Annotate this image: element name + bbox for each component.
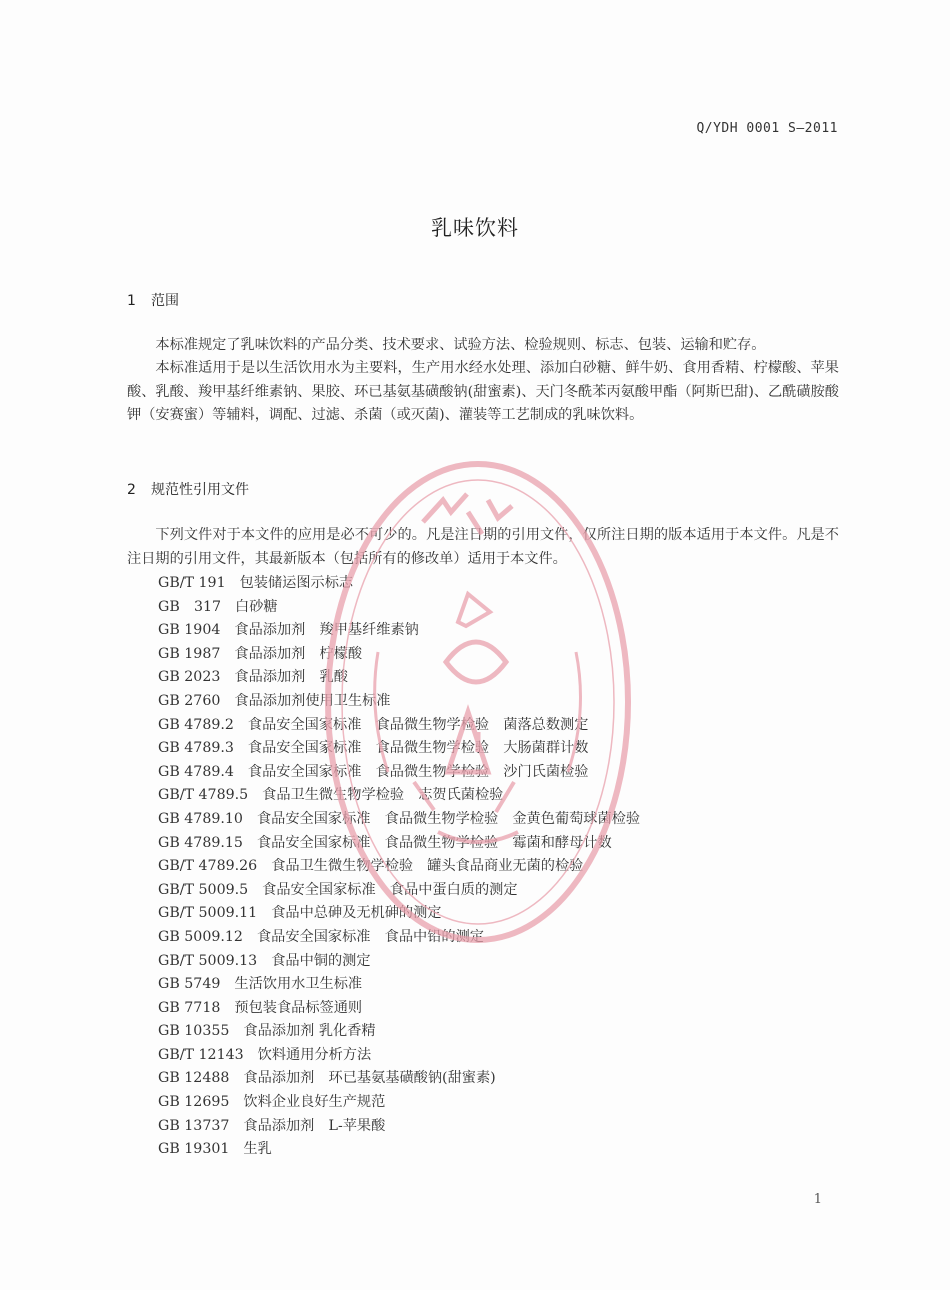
reference-code: GB 19301 xyxy=(158,1141,230,1158)
reference-title: 食品安全国家标准 食品中蛋白质的测定 xyxy=(262,881,518,898)
reference-code: GB 10355 xyxy=(158,1023,230,1040)
reference-code: GB 317 xyxy=(158,598,222,615)
reference-title: 食品中铜的测定 xyxy=(271,952,371,969)
reference-title: 食品添加剂 羧甲基纤维素钠 xyxy=(234,622,419,639)
reference-code: GB 4789.3 xyxy=(158,740,234,757)
section-2-number: 2 xyxy=(127,482,136,498)
reference-title: 食品安全国家标准 食品微生物学检验 金黄色葡萄球菌检验 xyxy=(256,810,641,827)
reference-item xyxy=(158,1067,640,1091)
reference-item xyxy=(158,761,640,785)
section-1-title: 范围 xyxy=(151,293,179,309)
section-2-heading xyxy=(127,479,249,499)
page-title: 乳味饮料 xyxy=(431,216,519,240)
reference-item xyxy=(158,926,640,950)
reference-item xyxy=(158,808,640,832)
reference-item xyxy=(158,950,640,974)
reference-item xyxy=(158,714,640,738)
reference-code: GB 4789.2 xyxy=(158,716,234,733)
reference-item xyxy=(158,973,640,997)
reference-title: 食品卫生微生物学检验 志贺氏菌检验 xyxy=(262,787,504,804)
reference-code: GB/T 4789.5 xyxy=(158,787,249,804)
reference-code: GB 5749 xyxy=(158,976,221,993)
reference-code: GB 4789.4 xyxy=(158,763,234,780)
reference-item xyxy=(158,832,640,856)
reference-title: 食品安全国家标准 食品微生物学检验 大肠菌群计数 xyxy=(247,740,589,757)
section-1-paragraph-1: 本标准规定了乳味饮料的产品分类、技术要求、试验方法、检验规则、标志、包装、运输和贮存。 xyxy=(155,337,766,353)
reference-code: GB 12488 xyxy=(158,1070,230,1087)
reference-title: 食品添加剂 乳酸 xyxy=(234,669,348,686)
reference-title: 食品添加剂使用卫生标准 xyxy=(234,692,391,709)
reference-code: GB/T 191 xyxy=(158,575,226,591)
reference-title: 食品卫生微生物学检验 罐头食品商业无菌的检验 xyxy=(271,858,584,875)
section-2-intro: 下列文件对于本文件的应用是必不可少的。凡是注日期的引用文件，仅所注日期的版本适用于本文件。凡是不注日期的引用文件，其最新版本（包括所有的修改单）适用于本文件。 xyxy=(127,527,839,567)
reference-item xyxy=(158,784,640,808)
reference-code: GB 1987 xyxy=(158,645,221,662)
reference-item xyxy=(158,1091,640,1115)
section-2-title: 规范性引用文件 xyxy=(151,482,249,498)
reference-item xyxy=(158,1044,640,1068)
reference-code: GB 7718 xyxy=(158,999,221,1016)
reference-code: GB/T 5009.5 xyxy=(158,881,249,898)
reference-item xyxy=(158,997,640,1021)
reference-item xyxy=(158,643,640,667)
reference-title: 食品添加剂 乳化香精 xyxy=(243,1023,376,1040)
reference-code: GB/T 5009.13 xyxy=(158,952,258,969)
reference-item xyxy=(158,619,640,643)
reference-item xyxy=(158,690,640,714)
reference-title: 食品添加剂 L-苹果酸 xyxy=(243,1117,386,1134)
page-number: 1 xyxy=(813,1192,822,1207)
reference-code: GB 4789.15 xyxy=(158,834,243,851)
reference-item xyxy=(158,1115,640,1139)
reference-item xyxy=(158,879,640,903)
reference-title: 食品添加剂 柠檬酸 xyxy=(234,645,363,662)
reference-title: 食品安全国家标准 食品微生物学检验 霉菌和酵母计数 xyxy=(256,834,612,851)
reference-code: GB/T 4789.26 xyxy=(158,858,258,875)
reference-code: GB/T 5009.11 xyxy=(158,905,258,922)
reference-title: 预包装食品标签通则 xyxy=(234,999,363,1016)
reference-code: GB 5009.12 xyxy=(158,928,243,945)
reference-item xyxy=(158,572,640,596)
reference-code: GB 12695 xyxy=(158,1094,230,1111)
reference-title: 食品中总砷及无机砷的测定 xyxy=(271,905,442,922)
reference-item xyxy=(158,902,640,926)
reference-code: GB 13737 xyxy=(158,1117,230,1134)
reference-item xyxy=(158,737,640,761)
reference-title: 生活饮用水卫生标准 xyxy=(234,976,363,993)
reference-title: 饮料企业良好生产规范 xyxy=(243,1094,386,1111)
reference-title: 白砂糖 xyxy=(235,598,278,615)
reference-item xyxy=(158,596,640,620)
reference-code: GB 4789.10 xyxy=(158,810,243,827)
reference-list xyxy=(158,572,640,1162)
reference-title: 包装储运图示标志 xyxy=(239,575,354,591)
reference-code: GB 2760 xyxy=(158,692,221,709)
reference-code: GB/T 12143 xyxy=(158,1046,244,1063)
reference-title: 生乳 xyxy=(243,1141,272,1158)
reference-item xyxy=(158,666,640,690)
reference-code: GB 2023 xyxy=(158,669,221,686)
reference-title: 食品安全国家标准 食品中铅的测定 xyxy=(256,928,484,945)
reference-item xyxy=(158,1138,640,1162)
reference-title: 食品添加剂 环已基氨基磺酸钠(甜蜜素) xyxy=(243,1070,496,1087)
section-1-number: 1 xyxy=(127,293,136,309)
reference-title: 饮料通用分析方法 xyxy=(257,1046,372,1063)
section-1-paragraph-2: 本标准适用于是以生活饮用水为主要料，生产用水经水处理、添加白砂糖、鲜牛奶、食用香精、柠檬酸、苹果酸、乳酸、羧甲基纤维素钠、果胶、环已基氨基磺酸钠(甜蜜素)、天门冬酰苯丙氨酸甲酯（阿斯巴甜)、乙酰磺胺酸钾（安赛蜜）等辅料，调配、过滤、杀菌（或灭菌)、灌装等工艺制成的乳味饮料。 xyxy=(127,360,839,423)
reference-item xyxy=(158,1020,640,1044)
reference-title: 食品安全国家标准 食品微生物学检验 菌落总数测定 xyxy=(247,716,589,733)
section-1-heading xyxy=(127,290,179,310)
document-code: Q/YDH 0001 S—2011 xyxy=(696,121,838,136)
reference-item xyxy=(158,855,640,879)
reference-code: GB 1904 xyxy=(158,622,221,639)
reference-title: 食品安全国家标准 食品微生物学检验 沙门氏菌检验 xyxy=(247,763,589,780)
